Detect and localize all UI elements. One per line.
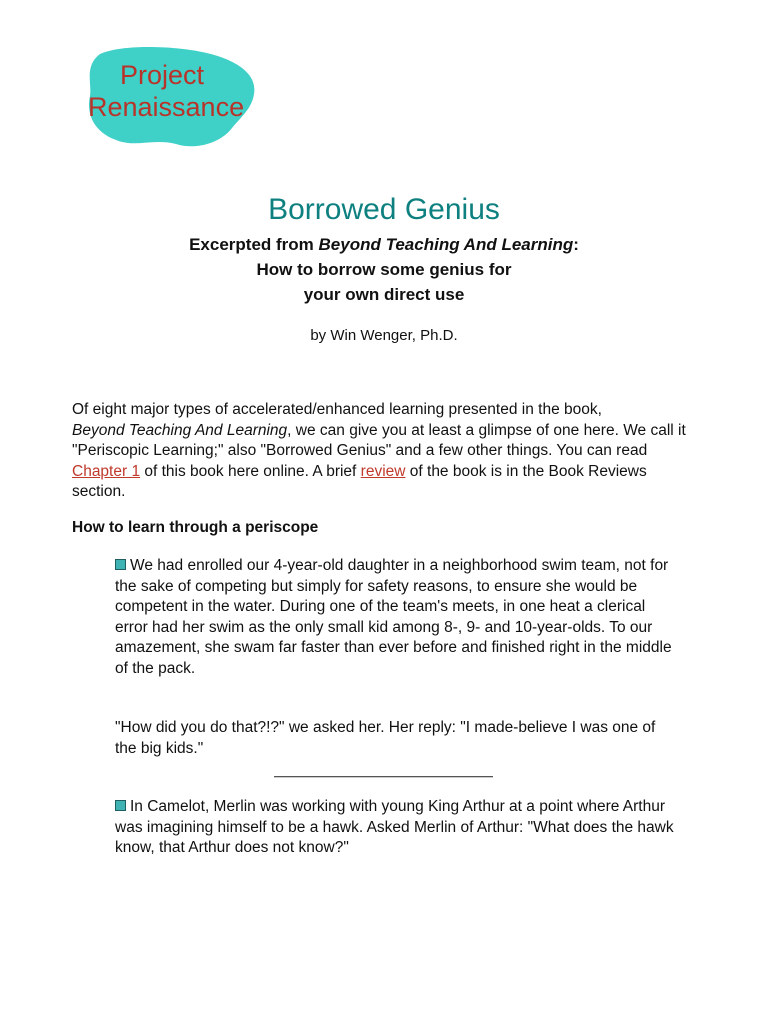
- byline: by Win Wenger, Ph.D.: [310, 327, 458, 344]
- page-subtitle: [0, 232, 768, 307]
- review-link[interactable]: review: [360, 462, 406, 480]
- swim-story: [115, 556, 675, 679]
- square-bullet-icon: [115, 559, 126, 570]
- intro-text-3: of this book here online. A brief: [140, 462, 361, 480]
- logo-line1: Project: [120, 60, 205, 90]
- swim-story-text: We had enrolled our 4-year-old daughter in a neighborhood swim team, not for the sake of competing but simply for safety reasons, to ensure she would be competent in the water. During one of the team's meets, in one heat a clerical error had her swim as the only small kid among 8-, 9- and 10-year-olds. To our amazement, she swam far faster than ever before and finished right in the middle of the pack.: [115, 557, 672, 677]
- chapter-1-link[interactable]: Chapter 1: [72, 462, 141, 480]
- intro-book-title: Beyond Teaching And Learning: [72, 421, 288, 439]
- logo-graphic: [82, 44, 262, 152]
- square-bullet-icon: [115, 800, 126, 811]
- project-renaissance-logo[interactable]: [82, 44, 262, 152]
- intro-text-2: , we can give you at least a glimpse of one here. We call it "Periscopic Learning;" also "Borrowed Genius" and a few other things. You can read: [72, 421, 686, 459]
- subtitle-line3: your own direct use: [303, 285, 465, 304]
- merlin-story: [115, 797, 675, 859]
- intro-text-4: of the book is in the Book Reviews section.: [72, 462, 647, 500]
- intro-paragraph: [72, 400, 702, 503]
- merlin-story-text: In Camelot, Merlin was working with young King Arthur at a point where Arthur was imagining himself to be a hawk. Asked Merlin of Arthur: "What does the hawk know, that Arthur does not know?": [115, 798, 674, 856]
- section-heading: How to learn through a periscope: [72, 519, 319, 536]
- page-title: Borrowed Genius: [268, 193, 500, 226]
- subtitle-line2: How to borrow some genius for: [256, 260, 512, 279]
- subtitle-prefix: Excerpted from: [189, 235, 319, 254]
- horizontal-divider: [274, 776, 493, 778]
- subtitle-colon: :: [573, 235, 579, 254]
- reply-paragraph: "How did you do that?!?" we asked her. Her reply: "I made-believe I was one of the big kids.": [115, 719, 656, 757]
- logo-line2: Renaissance: [88, 92, 245, 122]
- subtitle-book-title: Beyond Teaching And Learning: [318, 235, 574, 254]
- intro-text-1: Of eight major types of accelerated/enhanced learning presented in the book,: [72, 401, 602, 418]
